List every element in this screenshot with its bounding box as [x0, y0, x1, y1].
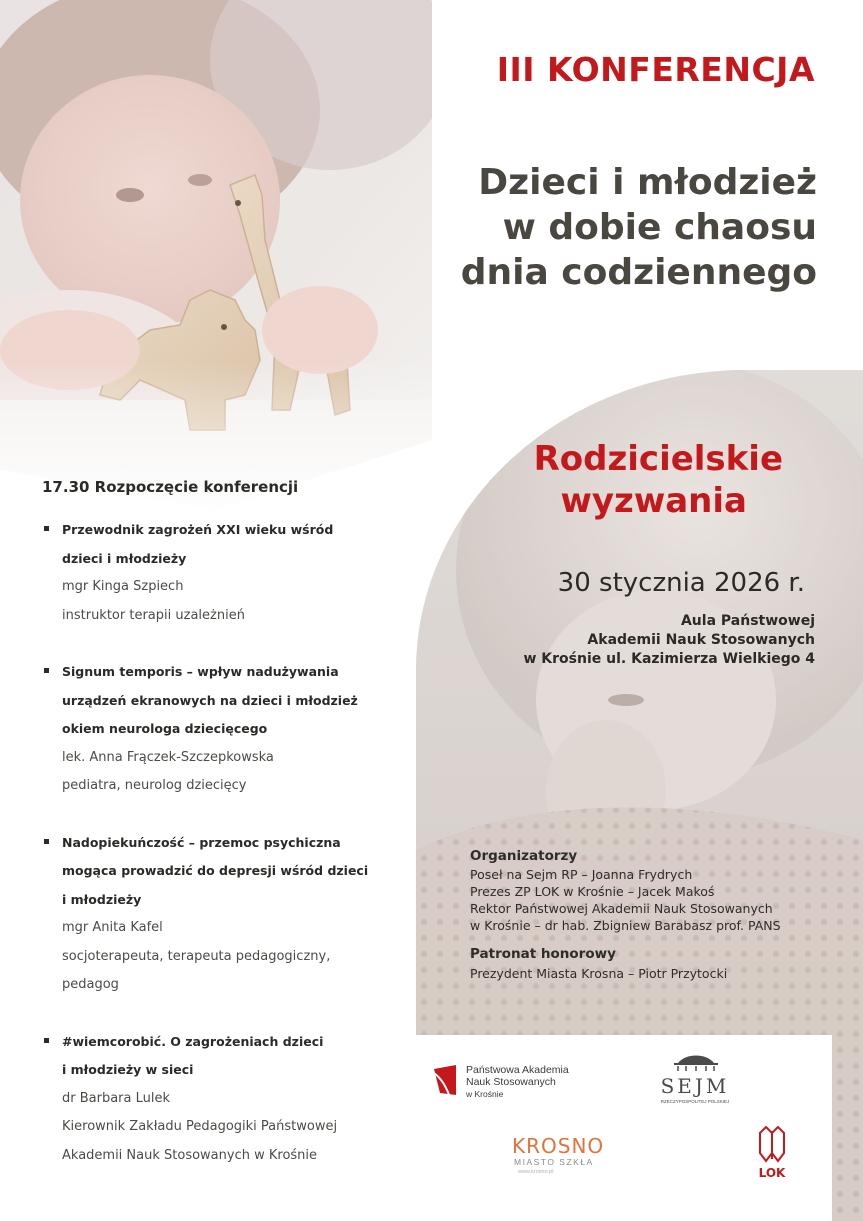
program [42, 478, 422, 1198]
talk-item [42, 516, 422, 630]
krosno-url: www.krosno.pl [518, 1169, 554, 1175]
sejm-subtext: RZECZYPOSPOLITEJ POLSKIEJ [660, 1099, 730, 1104]
bullet [44, 668, 49, 673]
talk-title-line: Przewodnik zagrożeń XXI wieku wśród [62, 522, 334, 537]
organizer-line: Rektor Państwowej Akademii Nauk Stosowanych [470, 901, 773, 916]
pans-logo [434, 1064, 569, 1099]
talk-title-line: okiem neurologa dziecięcego [62, 721, 268, 736]
bullet [44, 526, 49, 531]
talk-role: pedagog [62, 977, 119, 992]
organizers-block [470, 848, 850, 982]
conference-subtitle [534, 438, 783, 522]
talk-title-line: dzieci i młodzieży [62, 550, 187, 566]
conference-edition: III KONFERENCJA [496, 50, 815, 89]
talk-speaker: mgr Kinga Szpiech [62, 579, 184, 594]
subtitle-line: wyzwania [560, 481, 747, 521]
talk-role: Kierownik Zakładu Pedagogiki Państwowej [62, 1119, 338, 1134]
conference-title [461, 160, 817, 295]
venue-line: Aula Państwowej [680, 613, 815, 629]
talk-title-line: Signum temporis – wpływ nadużywania [62, 664, 339, 679]
talk-title-line: Nadopiekuńczość – przemoc psychiczna [62, 834, 341, 850]
talk-speaker: lek. Anna Frączek-Szczepkowska [62, 749, 274, 765]
title-line: dnia codziennego [460, 252, 817, 293]
lok-logo [759, 1127, 786, 1180]
title-line: w dobie chaosu [502, 207, 817, 248]
talk-title-line: mogąca prowadzić do depresji wśród dzieci [62, 863, 369, 878]
patronage-heading: Patronat honorowy [470, 946, 616, 962]
conference-date: 30 stycznia 2026 r. [557, 568, 805, 598]
sejm-logo [661, 1056, 730, 1105]
talk-item [42, 829, 422, 1000]
talk-speaker: mgr Anita Kafel [62, 920, 163, 935]
talk-role: pediatra, neurolog dziecięcy [62, 778, 247, 793]
pans-line: Państwowa Akademia [466, 1064, 569, 1076]
talk-title-line: #wiemcorobić. O zagrożeniach dzieci [62, 1033, 324, 1049]
title-line: Dzieci i młodzież [478, 162, 817, 203]
pans-line: Nauk Stosowanych [466, 1076, 556, 1088]
talk-title-line: i młodzieży w sieci [62, 1062, 194, 1077]
talk-item [42, 1028, 422, 1171]
talk-speaker: dr Barbara Lulek [62, 1090, 171, 1106]
venue-line: Akademii Nauk Stosowanych [587, 632, 815, 648]
venue [524, 612, 816, 669]
patronage-line: Prezydent Miasta Krosna – Piotr Przytocki [470, 966, 728, 981]
subtitle-line: Rodzicielskie [533, 439, 783, 479]
krosno-subtext: MIASTO SZKŁA [514, 1157, 594, 1167]
sejm-wordmark: SEJM [660, 1074, 730, 1098]
krosno-logo [512, 1134, 604, 1175]
talk-title-line: i młodzieży [62, 891, 142, 907]
organizer-line: w Krośnie – dr hab. Zbigniew Barabasz prof. PANS [470, 918, 781, 933]
talk-role: instruktor terapii uzależnień [62, 607, 245, 623]
krosno-wordmark: KROSNO [512, 1134, 605, 1158]
bullet [44, 839, 49, 844]
organizer-line: Prezes ZP LOK w Krośnie – Jacek Makoś [470, 884, 715, 899]
talk-item [42, 658, 422, 801]
organizers-heading: Organizatorzy [470, 848, 578, 864]
program-start: 17.30 Rozpoczęcie konferencji [42, 478, 299, 496]
logos-panel [416, 1035, 832, 1221]
organizer-line: Poseł na Sejm RP – Joanna Frydrych [470, 867, 693, 882]
bullet [44, 1038, 49, 1043]
talk-title-line: urządzeń ekranowych na dzieci i młodzież [62, 692, 358, 708]
pans-line: w Krośnie [466, 1089, 504, 1099]
lok-wordmark: LOK [758, 1166, 786, 1180]
talk-role: Akademii Nauk Stosowanych w Krośnie [62, 1147, 318, 1163]
venue-line: w Krośnie ul. Kazimierza Wielkiego 4 [523, 651, 815, 667]
talk-role: socjoterapeuta, terapeuta pedagogiczny, [62, 948, 331, 964]
